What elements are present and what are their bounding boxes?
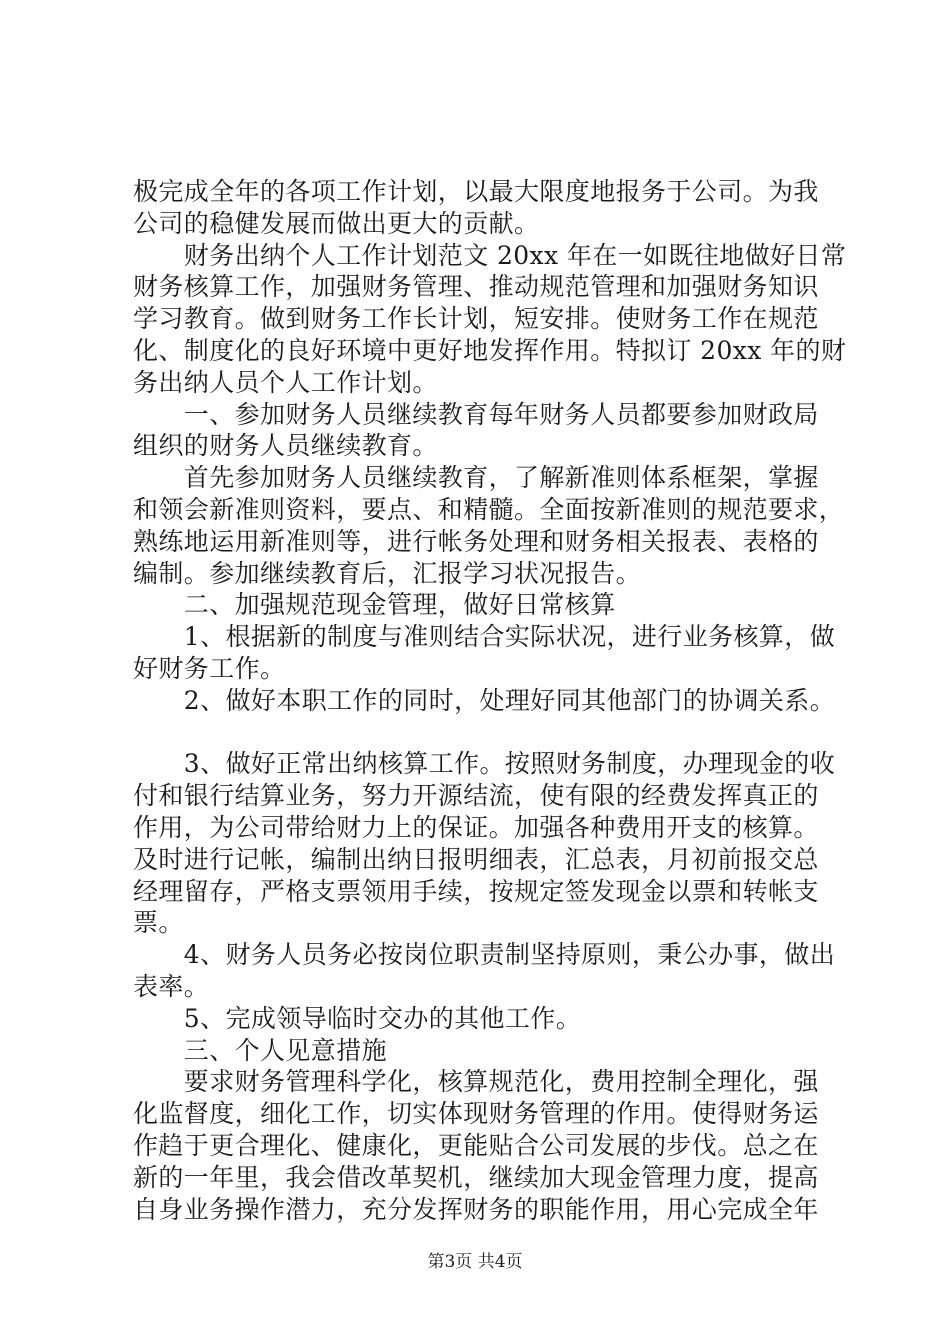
text-line: 自身业务操作潜力，充分发挥财务的职能作用，用心完成全年: [133, 1194, 819, 1224]
text-line: 作用，为公司带给财力上的保证。加强各种费用开支的核算。: [133, 812, 819, 842]
text-line: 作趋于更合理化、健康化，更能贴合公司发展的步伐。总之在: [133, 1130, 819, 1160]
body-text: [133, 176, 847, 1225]
text-line: 5、完成领导临时交办的其他工作。: [133, 1003, 582, 1033]
text-line: 首先参加财务人员继续教育，了解新准则体系框架，掌握: [133, 463, 819, 493]
text-line: 票。: [133, 908, 184, 938]
text-line: 1、根据新的制度与准则结合实际状况，进行业务核算，做: [133, 622, 836, 652]
text-line: 付和银行结算业务，努力开源结流，使有限的经费发挥真正的: [133, 781, 819, 811]
text-line: 二、加强规范现金管理，做好日常核算: [133, 590, 616, 620]
text-line: 三、个人见意措施: [133, 1035, 388, 1065]
page-footer: 第3页 共4页: [427, 1252, 523, 1272]
text-line: 公司的稳健发展而做出更大的贡献。: [133, 208, 540, 238]
text-line: 4、财务人员务必按岗位职责制坚持原则，秉公办事，做出: [133, 940, 836, 970]
text-line: 熟练地运用新准则等，进行帐务处理和财务相关报表、表格的: [133, 526, 819, 556]
text-line: 和领会新准则资料，要点、和精髓。全面按新准则的规范要求，: [133, 494, 845, 524]
text-line: 财务核算工作，加强财务管理、推动规范管理和加强财务知识: [133, 272, 819, 302]
text-line: 经理留存，严格支票领用手续，按规定签发现金以票和转帐支: [133, 876, 819, 906]
text-line: 一、参加财务人员继续教育每年财务人员都要参加财政局: [133, 399, 819, 429]
text-line: 务出纳人员个人工作计划。: [133, 367, 438, 397]
text-line: 化监督度，细化工作，切实体现财务管理的作用。使得财务运: [133, 1099, 819, 1129]
text-line: 新的一年里，我会借改革契机，继续加大现金管理力度，提高: [133, 1162, 819, 1192]
text-line: 学习教育。做到财务工作长计划，短安排。使财务工作在规范: [133, 304, 819, 334]
text-line: 及时进行记帐，编制出纳日报明细表，汇总表，月初前报交总: [133, 844, 819, 874]
text-line: 好财务工作。: [133, 653, 286, 683]
text-line: 极完成全年的各项工作计划，以最大限度地报务于公司。为我: [133, 177, 819, 206]
text-line: 化、制度化的良好环境中更好地发挥作用。特拟订 20xx 年的财: [133, 335, 847, 365]
text-line: [133, 717, 833, 749]
text-line: 编制。参加继续教育后，汇报学习状况报告。: [133, 558, 642, 588]
text-line: 3、做好正常出纳核算工作。按照财务制度，办理现金的收: [133, 749, 836, 779]
text-line: 表率。: [133, 971, 210, 1001]
text-line: 2、做好本职工作的同时，处理好同其他部门的协调关系。: [133, 685, 836, 715]
text-line: 要求财务管理科学化，核算规范化，费用控制全理化，强: [133, 1067, 819, 1097]
text-line: 财务出纳个人工作计划范文 20xx 年在一如既往地做好日常: [133, 240, 847, 270]
text-line: 组织的财务人员继续教育。: [133, 431, 438, 461]
